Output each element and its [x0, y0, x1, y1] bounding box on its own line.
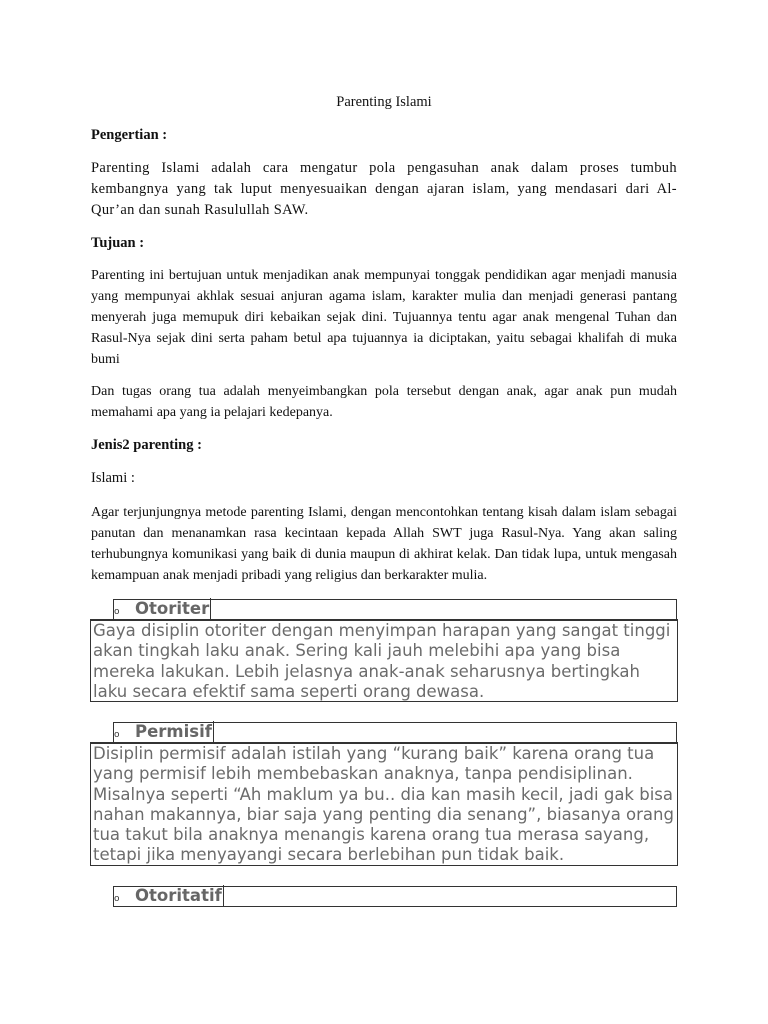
paragraph-tujuan: Parenting ini bertujuan untuk menjadikan anak mempunyai tonggak pendidikan agar menjadi manusia yang mempunyai akhlak sesuai anjuran agama islam, karakter mulia dan menjadi generasi pantang menyerah juga memupuk diri kebaikan sejak dini. Tujuannya tentu agar anak mengenal Tuhan dan Rasul-Nya sejak dini serta paham betul apa tujuannya ia diciptakan, yaitu sebagai khalifah di muka bumi: [91, 268, 677, 367]
list-item-otoriter: [113, 599, 677, 620]
paragraph-pengertian: Parenting Islami adalah cara mengatur pola pengasuhan anak dalam proses tumbuh kembangnya yang tak luput menyesuaikan dengan ajaran islam, yang mendasari dari Al-Qur’an dan sunah Rasulullah SAW.: [91, 160, 677, 218]
item-text-otoriter: Gaya disiplin otoriter dengan menyimpan harapan yang sangat tinggi akan tingkah laku anak. Sering kali jauh melebihi apa yang bisa mereka lakukan. Lebih jelasnya anak-anak seharusnya bertingkah laku secara efektif sama seperti orang dewasa.: [90, 619, 678, 702]
heading-tujuan: Tujuan :: [91, 235, 145, 251]
document-title: Parenting Islami: [336, 94, 432, 110]
list-item-permisif: [113, 722, 677, 743]
item-text-permisif: Disiplin permisif adalah istilah yang “kurang baik” karena orang tua yang permisif lebih membebaskan anaknya, tanpa pendisiplinan. Misalnya seperti “Ah maklum ya bu.. dia kan masih kecil, jadi gak bisa nahan makannya, biar saja yang penting dia senang”, biasanya orang tua takut bila anaknya menangis karena orang tua merasa sayang, tetapi jika menyayangi secara berlebihan pun tidak baik.: [90, 742, 678, 866]
item-label-otoriter: Otoriter: [135, 599, 210, 618]
label-islami: Islami :: [91, 470, 135, 486]
list-item-otoritatif: [113, 886, 677, 907]
bullet-icon: o: [114, 607, 120, 617]
item-label-permisif: Permisif: [135, 722, 212, 741]
heading-jenis-parenting: Jenis2 parenting :: [91, 437, 202, 453]
heading-pengertian: Pengertian :: [91, 127, 168, 143]
paragraph-tugas-orang-tua: Dan tugas orang tua adalah menyeimbangkan pola tersebut dengan anak, agar anak pun mudah memahami apa yang ia pelajari kedepanya.: [91, 384, 677, 420]
item-label-otoritatif: Otoritatif: [135, 886, 222, 905]
paragraph-islami: Agar terjunjungnya metode parenting Islami, dengan mencontohkan tentang kisah dalam islam sebagai panutan dan menanamkan rasa kecintaan kepada Allah SWT juga Rasul-Nya. Yang akan saling terhubungnya komunikasi yang baik di dunia maupun di akhirat kelak. Dan tidak lupa, untuk mengasah kemampuan anak menjadi pribadi yang religius dan berkarakter mulia.: [91, 505, 677, 583]
bullet-icon: o: [114, 894, 120, 904]
bullet-icon: o: [114, 730, 120, 740]
